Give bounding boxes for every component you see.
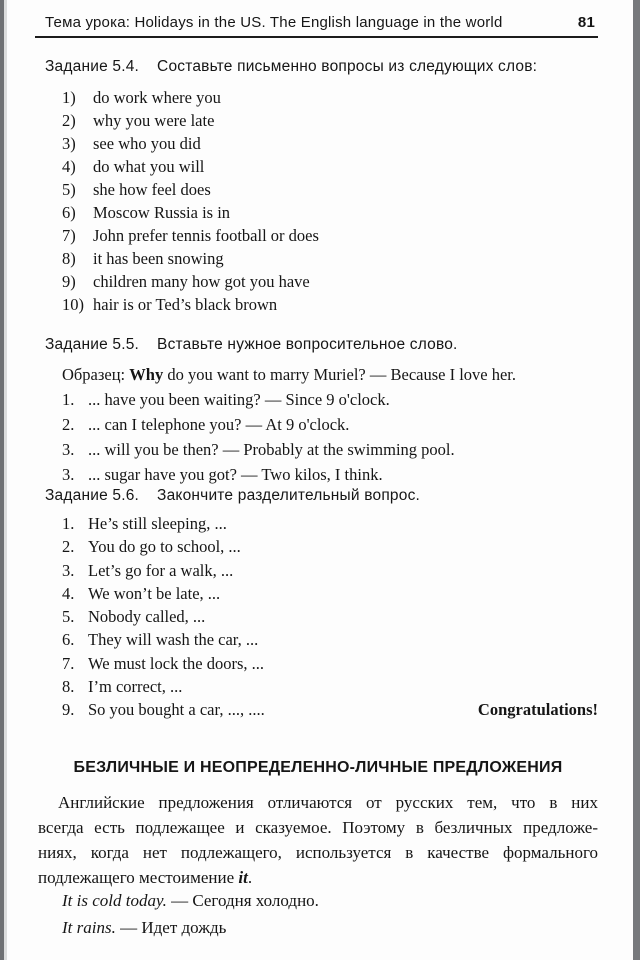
list-item-text: So you bought a car, ..., .... [88, 700, 265, 720]
header-rule [35, 36, 598, 38]
list-item [38, 155, 598, 178]
list-item-text: she how feel does [93, 180, 211, 199]
list-item-number: 2. [62, 537, 75, 557]
list-item [38, 675, 598, 698]
task-5-6-heading [38, 487, 598, 505]
list-item-text: children many how got you have [93, 272, 310, 291]
page-number: 81 [577, 14, 595, 31]
scan-edge-right [633, 0, 640, 960]
running-header [38, 0, 598, 31]
task-5-4-heading [38, 58, 598, 76]
list-item-text: John prefer tennis football or does [93, 226, 319, 245]
task-5-5-sample [38, 362, 598, 387]
list-item [38, 462, 598, 487]
sample-bold-word: Why [129, 365, 164, 384]
task-5-5-list [38, 387, 598, 487]
list-item-text: We must lock the doors, ... [88, 653, 265, 673]
task-5-5-heading [38, 336, 598, 354]
list-item-number: 3. [62, 560, 75, 580]
scan-edge-left-shadow [4, 0, 7, 960]
list-item [38, 628, 598, 651]
example-translation: — Идет дождь [115, 917, 227, 937]
list-item-number: 7. [62, 653, 75, 673]
example-sentence [38, 887, 598, 914]
list-item-number: 4. [62, 583, 75, 603]
header-title: Тема урока: Holidays in the US. The English language in the world [45, 14, 503, 31]
list-item-number: 9) [62, 272, 76, 291]
list-item-number: 3. [62, 440, 75, 459]
list-item-number: 8) [62, 249, 76, 268]
list-item-number: 7) [62, 226, 76, 245]
example-translation: — Сегодня холодно. [166, 890, 319, 910]
list-item [38, 559, 598, 582]
list-item-text: You do go to school, ... [88, 537, 241, 557]
list-item-text: do work where you [93, 88, 221, 107]
sample-prefix: Образец: [62, 365, 130, 384]
list-item-text: We won’t be late, ... [88, 583, 221, 603]
list-item [38, 293, 598, 316]
list-item [38, 132, 598, 155]
list-item-number: 10) [62, 295, 84, 314]
example-sentence [38, 914, 598, 941]
sample-rest: do you want to marry Muriel? — Because I love her. [163, 365, 517, 384]
section-paragraph [38, 790, 598, 890]
paragraph-last-suffix: . [247, 867, 253, 887]
list-item-text: ... will you be then? — Probably at the swimming pool. [88, 440, 455, 459]
section-heading: БЕЗЛИЧНЫЕ И НЕОПРЕДЕЛЕННО-ЛИЧНЫЕ ПРЕДЛОЖЕНИЯ [73, 758, 563, 776]
example-english-italic: It is cold today. [62, 890, 167, 910]
list-item [38, 86, 598, 109]
list-item [38, 387, 598, 412]
list-item [38, 224, 598, 247]
list-item [38, 178, 598, 201]
list-item-number: 2) [62, 111, 76, 130]
list-item-text: why you were late [93, 111, 215, 130]
list-item [38, 412, 598, 437]
list-item [38, 109, 598, 132]
task-5-6-instruction: Закончите разделительный вопрос. [157, 487, 421, 504]
list-item [38, 201, 598, 224]
list-item-text: ... have you been waiting? — Since 9 o'clock. [88, 390, 390, 409]
list-item-number: 3) [62, 134, 76, 153]
page-content [38, 0, 598, 941]
list-item [38, 535, 598, 558]
task-5-4-list [38, 86, 598, 316]
list-item-number: 2. [62, 415, 75, 434]
list-item-text: He’s still sleeping, ... [88, 514, 227, 533]
list-item-text: ... can I telephone you? — At 9 o'clock. [88, 415, 350, 434]
list-item-text: Moscow Russia is in [93, 203, 231, 222]
list-item-number: 1. [62, 514, 75, 533]
list-item-number: 4) [62, 157, 76, 176]
list-item-bold-text: Congratulations! [477, 700, 598, 720]
list-item-number: 6) [62, 203, 76, 222]
example-english-italic: It rains. [62, 917, 116, 937]
paragraph-last-text: подлежащего местоимение [38, 867, 239, 887]
task-5-5-instruction: Вставьте нужное вопросительное слово. [157, 336, 458, 353]
list-item [38, 270, 598, 293]
list-item-number: 8. [62, 677, 75, 697]
list-item-text: it has been snowing [93, 249, 224, 268]
list-item-text: Nobody called, ... [88, 607, 206, 627]
task-5-4-label: Задание 5.4. [45, 58, 140, 75]
list-item-number: 1. [62, 390, 75, 409]
paragraph-line: ниях, когда нет подлежащего, используется в качестве формального [38, 842, 598, 862]
list-item [38, 582, 598, 605]
task-5-6-label: Задание 5.6. [45, 487, 140, 504]
list-item [38, 698, 598, 721]
paragraph-line: всегда есть подлежащее и сказуемое. Поэтому в безличных предложе- [38, 817, 598, 837]
list-item [38, 605, 598, 628]
task-5-6-list [38, 512, 598, 722]
list-item-text: see who you did [93, 134, 201, 153]
task-5-4-instruction: Составьте письменно вопросы из следующих слов: [157, 58, 538, 75]
list-item-text: hair is or Ted’s black brown [93, 295, 278, 314]
list-item [38, 652, 598, 675]
list-item-number: 5. [62, 607, 75, 627]
list-item [38, 512, 598, 535]
list-item-text: They will wash the car, ... [88, 630, 259, 650]
list-item-text: ... sugar have you got? — Two kilos, I think. [88, 465, 383, 484]
list-item [38, 247, 598, 270]
list-item-number: 6. [62, 630, 75, 650]
paragraph-emphasis-it: it [238, 867, 248, 887]
list-item-text: Let’s go for a walk, ... [88, 560, 234, 580]
list-item-number: 9. [62, 700, 75, 720]
list-item-number: 3. [62, 465, 75, 484]
list-item-text: do what you will [93, 157, 205, 176]
list-item-number: 5) [62, 180, 76, 199]
list-item-text: I’m correct, ... [88, 677, 183, 697]
list-item-number: 1) [62, 88, 76, 107]
list-item [38, 437, 598, 462]
task-5-5-label: Задание 5.5. [45, 336, 140, 353]
paragraph-line: Английские предложения отличаются от русских тем, что в них [58, 792, 598, 812]
